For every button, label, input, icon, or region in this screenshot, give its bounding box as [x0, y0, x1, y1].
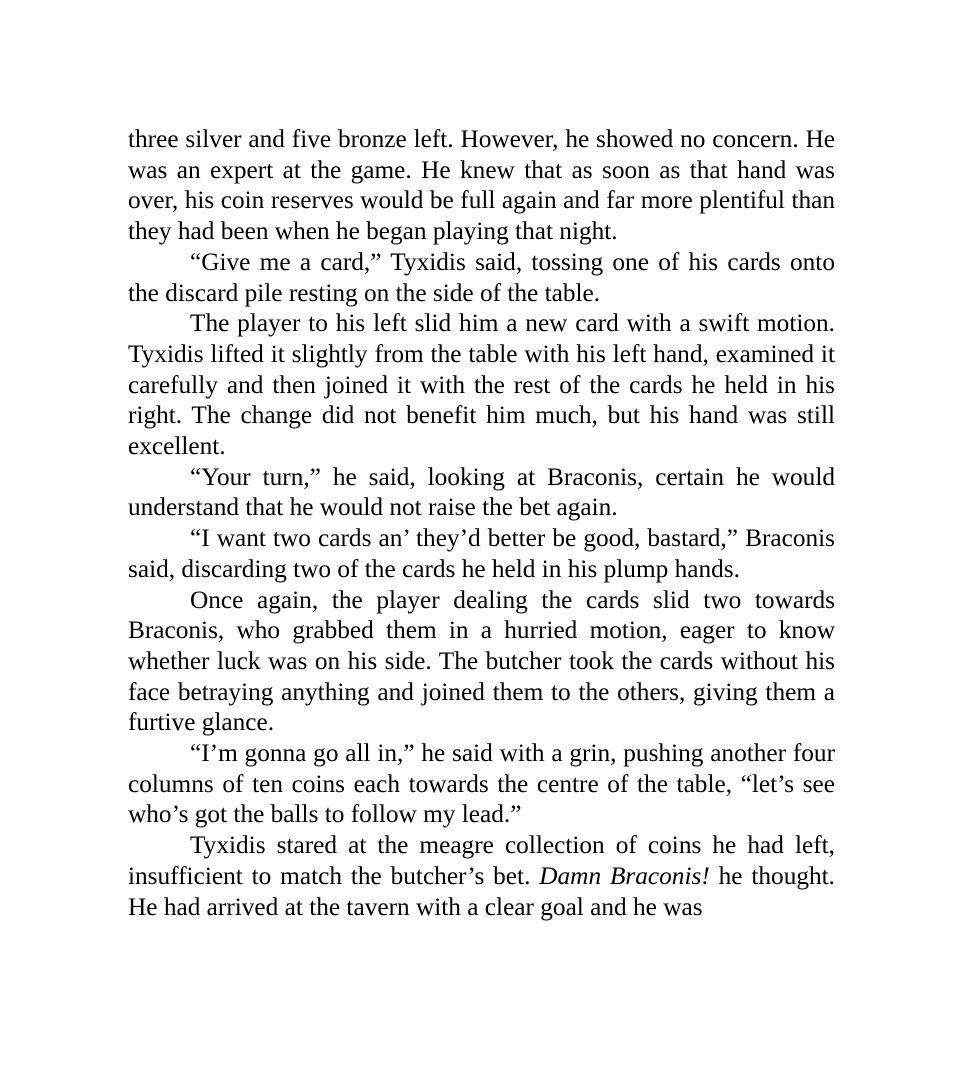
book-page — [128, 124, 835, 922]
paragraph-8-before: Tyxidis stared at the meagre collection of coins he had left, insufficient to match the butcher’s bet. — [128, 831, 835, 890]
paragraph-4: “Your turn,” he said, looking at Braconis, certain he would understand that he would not raise the bet again. — [128, 462, 835, 522]
paragraph-6: Once again, the player dealing the cards slid two towards Braconis, who grabbed them in a hurried motion, eager to know whether luck was on his side. The butcher took the cards without his face betraying anything and joined them to the others, giving them a furtive glance. — [128, 585, 835, 737]
paragraph-5: “I want two cards an’ they’d better be good, bastard,” Braconis said, discarding two of the cards he held in his plump hands. — [128, 524, 835, 583]
italic-thought: Damn Braconis! — [539, 861, 710, 890]
paragraph-3: The player to his left slid him a new card with a swift motion. Tyxidis lifted it slightly from the table with his left hand, examined it carefully and then joined it with the rest of the cards he held in his right. The change did not benefit him much, but his hand was still excellent. — [128, 309, 835, 461]
paragraph-1: three silver and five bronze left. However, he showed no concern. He was an expert at the game. He knew that as soon as that hand was over, his coin reserves would be full again and far more plentiful than they had been when he began playing that night. — [128, 125, 835, 246]
paragraph-8 — [128, 830, 835, 922]
paragraph-2: “Give me a card,” Tyxidis said, tossing one of his cards onto the discard pile resting on the side of the table. — [128, 247, 835, 307]
paragraph-8-after: he thought. He had arrived at the tavern with a clear goal and he was — [128, 861, 835, 921]
paragraph-7: “I’m gonna go all in,” he said with a grin, pushing another four columns of ten coins each towards the centre of the table, “let’s see who’s got the balls to follow my lead.” — [128, 739, 835, 829]
